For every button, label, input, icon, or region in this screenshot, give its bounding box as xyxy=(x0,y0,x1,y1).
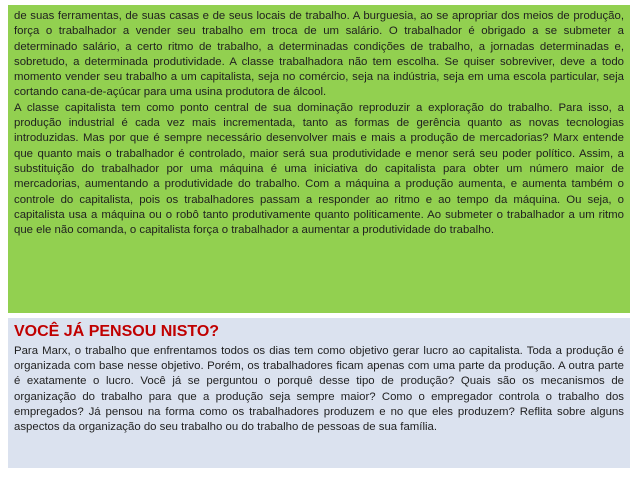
reflection-title: VOCÊ JÁ PENSOU NISTO? xyxy=(14,323,220,340)
main-text-block xyxy=(8,5,630,313)
paragraph-capitalist-domination: A classe capitalista tem como ponto central de sua dominação reproduzir a exploração do trabalho. Para isso, a produção industrial é cada vez mais incrementada, tanto as formas de gerência quanto as novas tecnologias introduzidas. Mas por que é sempre necessário desenvolver mais e mais a produção de mercadorias? Marx entende que quanto mais o trabalhador é controlado, maior será sua produtividade e menor será seu poder político. Assim, a substituição do trabalhador por uma máquina é uma iniciativa do capitalista para obter um número maior de mercadorias, aumentando a produtividade do trabalho. Com a máquina a produção aumenta, e aumenta também o controle do capitalista, pois os trabalhadores passam a responder ao ritmo e ao tempo da máquina. Ou seja, o capitalista usa a máquina ou o robô tanto produtivamente quanto politicamente. Ao submeter o trabalhador a um ritmo que ele não comanda, o capitalista força o trabalhador a aumentar a produtividade do trabalho. xyxy=(14,101,624,237)
reflection-box xyxy=(8,318,630,468)
reflection-body: Para Marx, o trabalho que enfrentamos todos os dias tem como objetivo gerar lucro ao capitalista. Toda a produção é organizada com base nesse objetivo. Porém, os trabalhadores ficam apenas com uma parte da produção. A outra parte é exatamente o lucro. Você já se perguntou o porquê desse tipo de produção? Quais são os mecanismos de organização do trabalho para que a produção seja sempre maior? Como o empregador controla o trabalho dos empregados? Já pensou na forma como os trabalhadores produzem e no que eles produzem? Reflita sobre alguns aspectos da organização do seu trabalho ou do trabalho de pessoas de sua família. xyxy=(14,345,624,434)
paragraph-workers-salary: de suas ferramentas, de suas casas e de seus locais de trabalho. A burguesia, ao se apropriar dos meios de produção, força o trabalhador a vender seu trabalho em troca de um salário. O trabalhador é obrigado a se submeter a determinado salário, a certo ritmo de trabalho, a determinadas condições de trabalho, a jornadas determinadas e, sobretudo, a determinada produtividade. A classe trabalhadora não tem escolha. Se quiser sobreviver, deve a todo momento vender seu trabalho a um capitalista, seja no comércio, seja na indústria, seja em uma escola particular, seja cortando cana-de-açúcar para uma usina produtora de álcool. xyxy=(14,10,624,99)
